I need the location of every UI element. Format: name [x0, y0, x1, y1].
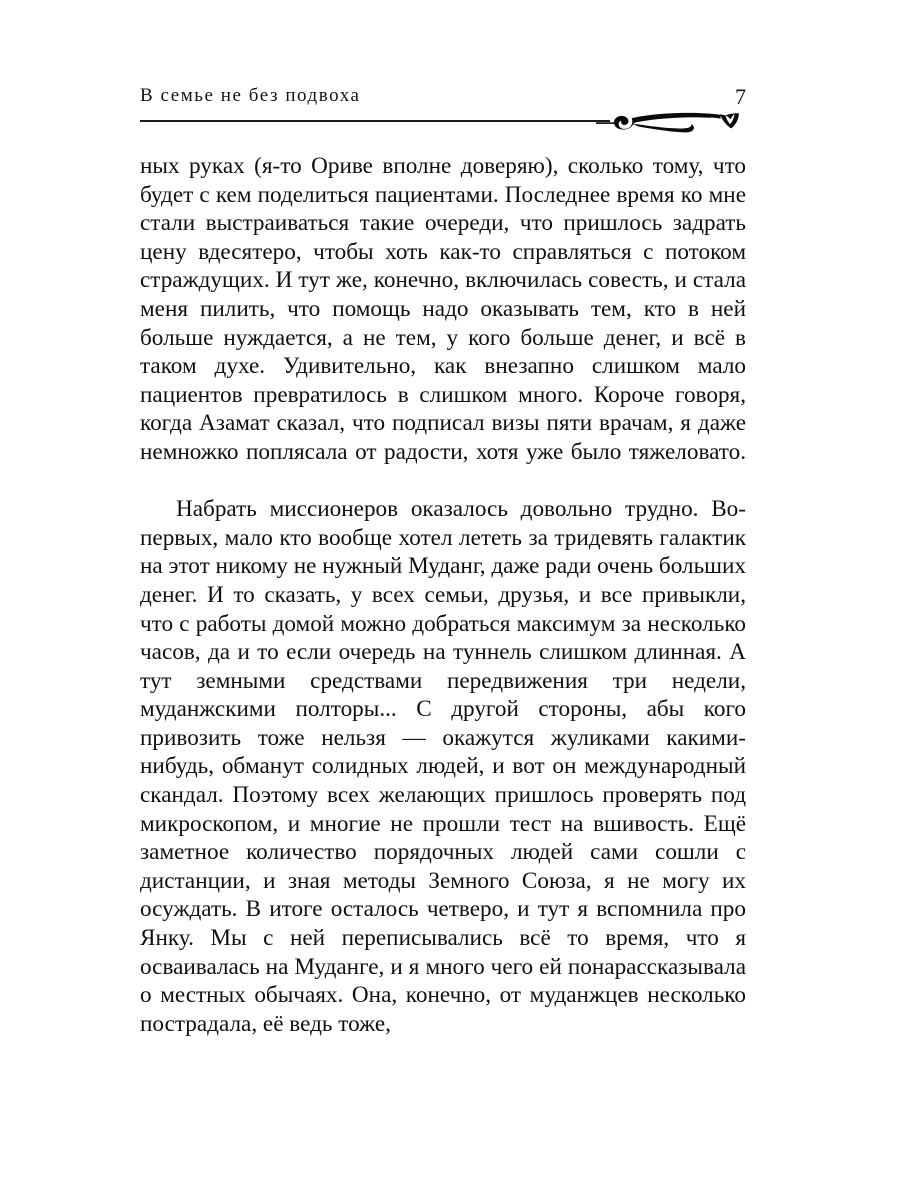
flourish-ornament-icon	[596, 100, 746, 136]
header-divider-rule	[140, 120, 610, 122]
page-number: 7	[735, 84, 746, 109]
body-text-block	[140, 152, 746, 1038]
paragraph-continued: ных руках (я-то Ориве вполне доверяю), сколько тому, что будет с кем поделиться пациентами. Последнее время ко мне стали выстраиваться такие очереди, что пришлось задрать цену вдесятеро, чтобы хоть как-то справляться с потоком страждущих. И тут же, конечно, включилась совесть, и стала меня пилить, что помощь надо оказывать тем, кто в ней больше нуждается, а не тем, у кого больше денег, и всё в таком духе. Удивительно, как внезапно слишком мало пациентов превратилось в слишком много. Короче говоря, когда Азамат сказал, что подписал визы пяти врачам, я даже немножко поплясала от радости, хотя уже было тяжеловато.	[140, 153, 746, 465]
running-head-title: В семье не без подвоха	[140, 85, 361, 106]
paragraph-missionaries: Набрать миссионеров оказалось довольно трудно. Во-первых, мало кто вообще хотел лететь за тридевять галактик на этот никому не нужный Муданг, даже ради очень больших денег. И то сказать, у всех семьи, друзья, и все привыкли, что с работы домой можно добраться максимум за несколько часов, да и то если очередь на туннель слишком длинная. А тут земными средствами передвижения три недели, муданжскими полторы... С другой стороны, абы кого привозить тоже нельзя — окажутся жуликами какими-нибудь, обманут солидных людей, и вот он международный скандал. Поэтому всех желающих пришлось проверять под микроскопом, и многие не прошли тест на вшивость. Ещё заметное количество порядочных людей сами сошли с дистанции, и зная методы Земного Союза, я не могу их осуждать. В итоге осталось четверо, и тут я вспомнила про Янку. Мы с ней переписывались всё то время, что я осваивалась на Муданге, и я много чего ей понарассказывала о местных обычаях. Она, конечно, от муданжцев несколько пострадала, её ведь тоже,	[140, 496, 746, 1037]
